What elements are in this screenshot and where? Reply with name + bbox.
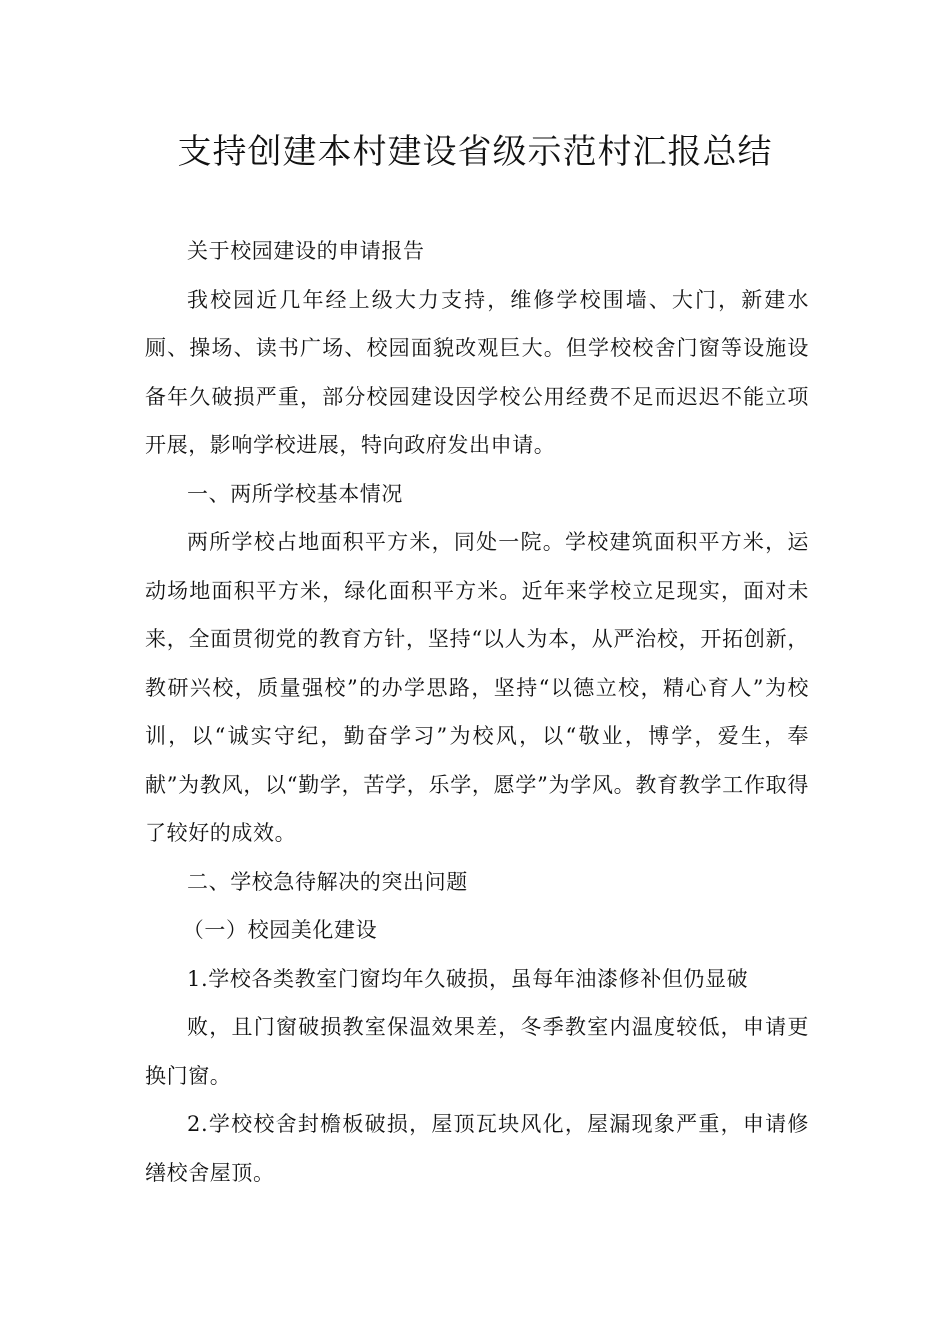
document-body: [145, 227, 809, 1197]
paragraph-basic-info: 两所学校占地面积平方米，同处一院。学校建筑面积平方米，运动场地面积平方米，绿化面积平方米。近年来学校立足现实，面对未来，全面贯彻党的教育方针，坚持“以人为本，从严治校，开拓创新，教研兴校，质量强校”的办学思路，坚持“以德立校，精心育人”为校训，以“诚实守纪，勤奋学习”为校风，以“敬业，博学，爱生，奉献”为教风，以“勤学，苦学，乐学，愿学”为学风。教育教学工作取得了较好的成效。: [145, 530, 809, 845]
paragraph-item-1-cont: 败，且门窗破损教室保温效果差，冬季教室内温度较低，申请更换门窗。: [145, 1015, 809, 1088]
subsection-heading-campus: （一）校园美化建设: [182, 918, 378, 942]
paragraph-item-2: 2.学校校舍封檐板破损，屋顶瓦块风化，屋漏现象严重，申请修缮校舍屋顶。: [145, 1112, 809, 1185]
section-heading-problems: 二、学校急待解决的突出问题: [187, 869, 468, 894]
paragraph-intro: 我校园近几年经上级大力支持，维修学校围墙、大门，新建水厕、操场、读书广场、校园面貌改观巨大。但学校校舍门窗等设施设备年久破损严重，部分校园建设因学校公用经费不足而迟迟不能立项开展，影响学校进展，特向政府发出申请。: [145, 287, 809, 457]
paragraph-report-title: 关于校园建设的申请报告: [187, 239, 425, 263]
section-heading-basic-info: 一、两所学校基本情况: [187, 481, 403, 506]
document-title: 支持创建本村建设省级示范村汇报总结: [177, 132, 773, 172]
paragraph-item-1-line: 1.学校各类教室门窗均年久破损，虽每年油漆修补但仍显破: [187, 966, 749, 991]
